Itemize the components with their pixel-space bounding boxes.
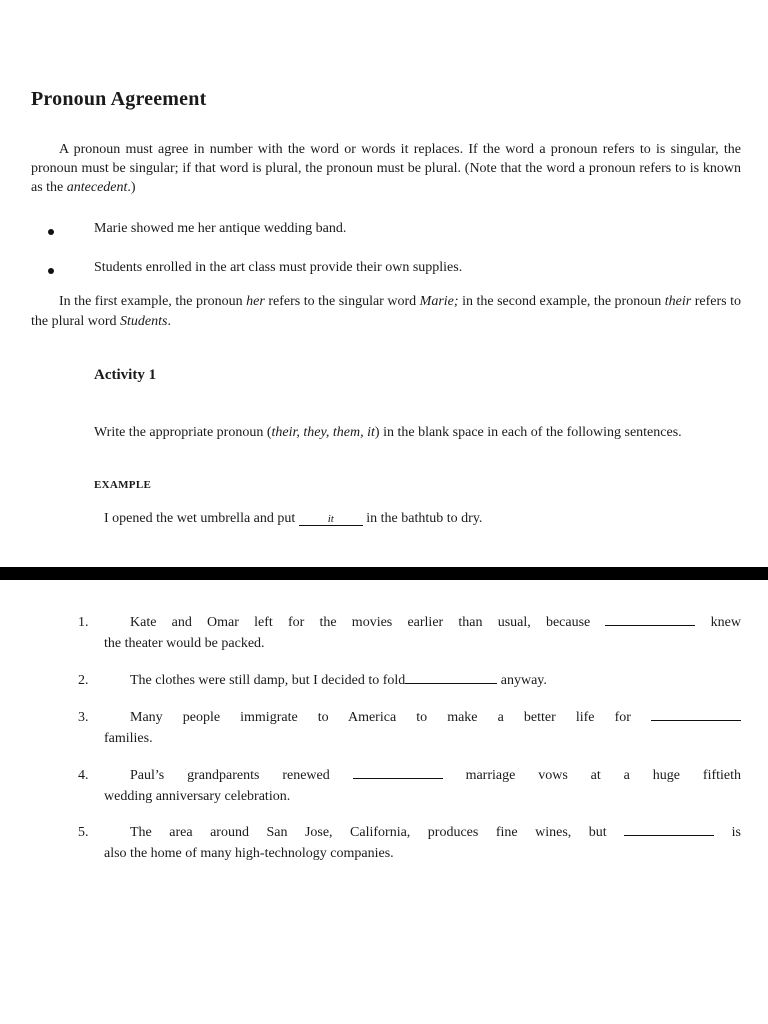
explanation-text: In the first example, the pronoun [59, 294, 247, 309]
explanation-text: . [167, 314, 171, 329]
question-number: 5. [78, 825, 89, 840]
explanation-text: refers to the plural word [31, 294, 741, 329]
worked-example [104, 511, 482, 527]
answer-blank[interactable] [405, 671, 497, 684]
question-text: Many people immigrate to America to make a better life for [130, 710, 631, 725]
example-sentence-1: Marie showed me her antique wedding band. [94, 221, 347, 236]
bullet-icon [48, 268, 54, 274]
activity-heading: Activity 1 [94, 367, 157, 383]
question-text: The clothes were still damp, but I decided to fold [130, 673, 406, 688]
question-1 [78, 612, 741, 654]
explanation-text: in the second example, the pronoun [458, 294, 665, 309]
question-number: 4. [78, 768, 89, 783]
question-4 [78, 765, 741, 807]
example-answer-blank: it [299, 513, 363, 526]
question-number: 1. [78, 615, 89, 630]
question-line [130, 765, 741, 786]
pronoun-options: their, they, them, it [271, 425, 375, 440]
example-sentence-2: Students enrolled in the art class must provide their own supplies. [94, 260, 463, 275]
question-text: Kate and Omar left for the movies earlier than usual, because [130, 615, 591, 630]
question-line [130, 670, 741, 691]
section-divider [0, 567, 768, 580]
example-label: EXAMPLE [94, 479, 152, 491]
explanation-term: Students [120, 314, 168, 329]
question-3 [78, 707, 741, 749]
question-text: is [731, 825, 742, 840]
question-number: 2. [78, 673, 89, 688]
answer-blank[interactable] [353, 766, 443, 779]
answer-blank[interactable] [624, 823, 714, 836]
question-continuation: also the home of many high-technology companies. [104, 846, 394, 861]
answer-blank[interactable] [651, 708, 741, 721]
explanation-term: Marie; [419, 294, 459, 309]
page-title: Pronoun Agreement [31, 88, 207, 110]
bullet-icon [48, 229, 54, 235]
example-text: in the bathtub to dry. [362, 511, 483, 526]
question-text: knew [710, 615, 741, 630]
intro-text-end: .) [127, 180, 136, 195]
question-continuation: families. [104, 731, 153, 746]
question-line [130, 612, 741, 633]
intro-term: antecedent [66, 180, 128, 195]
question-number: 3. [78, 710, 89, 725]
question-text: marriage vows at a huge fiftieth [465, 768, 741, 783]
question-text: Paul’s grandparents renewed [130, 768, 330, 783]
instruction-text: Write the appropriate pronoun ( [94, 425, 272, 440]
question-line [130, 822, 741, 843]
intro-text: A pronoun must agree in number with the word or words it replaces. If the word a pronoun refers to is singular, the pronoun must be singular; if that word is plural, the pronoun must be plural. (Note that the word a pronoun refers to is known as the [31, 142, 741, 195]
question-continuation: the theater would be packed. [104, 636, 265, 651]
explanation-paragraph [31, 292, 741, 332]
example-text: I opened the wet umbrella and put [104, 511, 299, 526]
question-line [130, 707, 741, 728]
answer-blank[interactable] [605, 613, 695, 626]
question-5 [78, 822, 741, 864]
instruction-text: ) in the blank space in each of the following sentences. [374, 425, 682, 440]
question-2 [78, 670, 741, 691]
explanation-term: her [246, 294, 265, 309]
question-text: The area around San Jose, California, produces fine wines, but [130, 825, 607, 840]
question-continuation: wedding anniversary celebration. [104, 789, 291, 804]
activity-instructions [66, 423, 741, 442]
intro-paragraph [31, 140, 741, 197]
explanation-text: refers to the singular word [264, 294, 420, 309]
explanation-term: their [664, 294, 692, 309]
question-text: anyway. [500, 673, 547, 688]
